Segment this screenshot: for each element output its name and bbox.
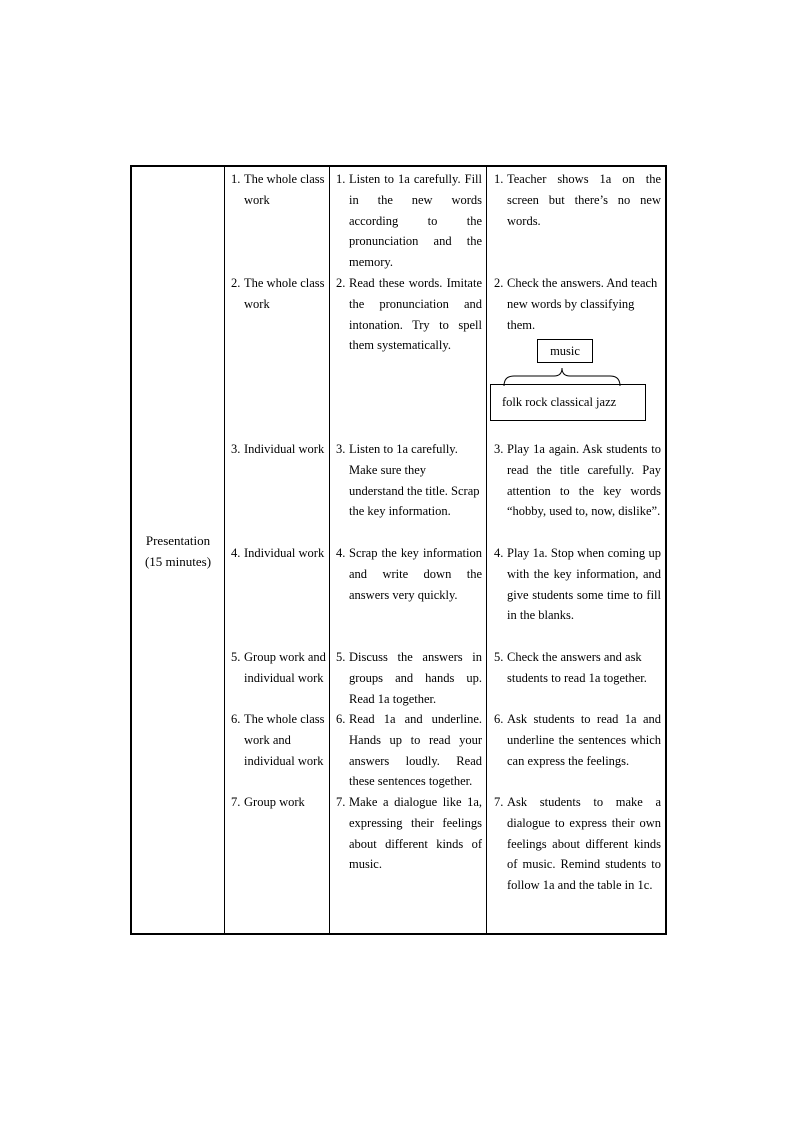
column-divider [486, 167, 487, 933]
activity-form: 7. Group work [231, 795, 305, 809]
student-activity: 7. Make a dialogue like 1a, expressing their feelings about different kinds of music. [336, 795, 482, 872]
teacher-activity: 1. Teacher shows 1a on the screen but there’s no new words. [494, 172, 661, 228]
activity-form: 3. Individual work [231, 442, 325, 456]
activity-form: 2. The whole class work [231, 276, 325, 311]
student-activity: 1. Listen to 1a carefully. Fill in the new words according to the pronunciation and the memory. [336, 172, 482, 270]
student-activity: 2. Read these words. Imitate the pronunciation and intonation. Try to spell them systematically. [336, 276, 482, 353]
column-divider [224, 167, 225, 933]
teacher-activity: 4. Play 1a. Stop when coming up with the key information, and give students some time to fill in the blanks. [494, 546, 661, 623]
teacher-activity: 6. Ask students to read 1a and underline the sentences which can express the feelings. [494, 712, 661, 768]
teacher-activity: 2. Check the answers. And teach new words by classifying them. [494, 276, 658, 332]
teacher-activity: 5. Check the answers and ask students to read 1a together. [494, 650, 647, 685]
column-divider [329, 167, 330, 933]
student-activity: 5. Discuss the answers in groups and hands up. Read 1a together. [336, 650, 482, 706]
activity-form: 4. Individual work [231, 546, 325, 560]
stage-cell [132, 530, 224, 572]
activity-form: 5. Group work and individual work [231, 650, 326, 685]
activity-form: 6. The whole class work and individual work [231, 712, 325, 768]
diagram-root-box: music [537, 339, 593, 363]
student-activity: 4. Scrap the key information and write down the answers very quickly. [336, 546, 482, 602]
lesson-plan-table [130, 165, 667, 935]
teacher-activity: 3. Play 1a again. Ask students to read the title carefully. Pay attention to the key words “hobby, used to, now, dislike”. [494, 442, 661, 519]
diagram-children-box: folk rock classical jazz [490, 384, 646, 421]
teacher-activity: 7. Ask students to make a dialogue to express their own feelings about different kinds of music. Remind students to follow 1a and the table in 1c. [494, 795, 661, 893]
student-activity: 3. Listen to 1a carefully. Make sure they understand the title. Scrap the key information. [336, 442, 480, 519]
student-activity: 6. Read 1a and underline. Hands up to read your answers loudly. Read these sentences together. [336, 712, 482, 789]
stage-name: Presentation [145, 533, 211, 548]
stage-duration: (15 minutes) [144, 554, 212, 569]
activity-form: 1. The whole class work [231, 172, 325, 207]
